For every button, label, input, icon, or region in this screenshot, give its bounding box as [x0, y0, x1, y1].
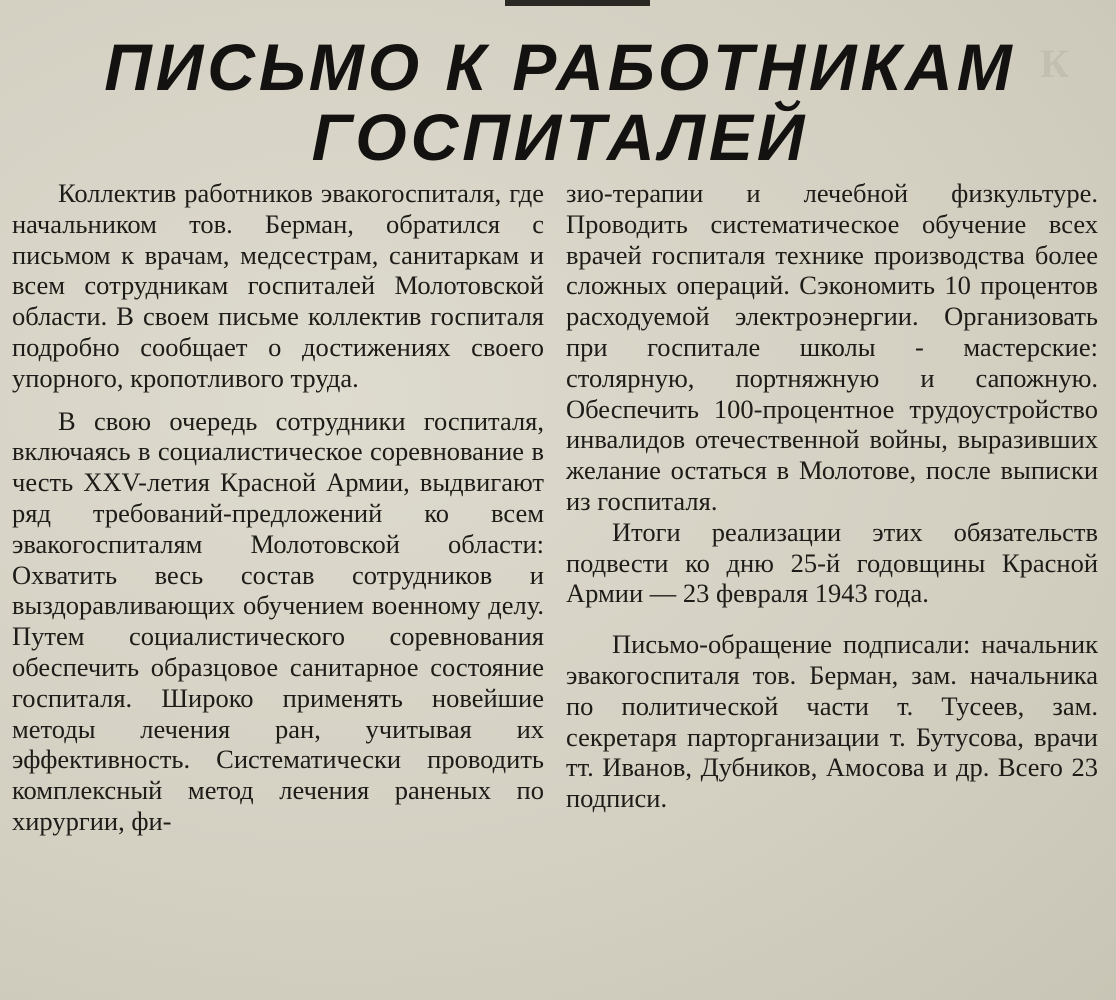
- top-rule: [505, 0, 650, 6]
- paragraph: В свою очередь сотрудники госпиталя, включаясь в социалистическое соревнование в честь XXV-летия Красной Армии, выдвигают ряд требований-предложений ко всем эвакогоспиталям Молотовской области: Охватить весь состав сотрудников и выздоравливающих обучением военному делу. Путем социалистического соревнования обеспечить образцовое санитарное состояние госпиталя. Широко применять новейшие методы лечения ран, учитывая их эффективность. Систематически проводить комплексный метод лечения раненых по хирургии, фи-: [12, 405, 544, 836]
- paragraph: Коллектив работников эвакогоспиталя, где начальником тов. Берман, обратился с письмом к врачам, медсестрам, санитаркам и всем сотрудникам госпиталей Молотовской области. В своем письме коллектив госпиталя подробно сообщает о достижениях своего упорного, кропотливого труда.: [12, 178, 544, 393]
- headline-line-2: ГОСПИТАЛЕЙ: [311, 100, 809, 174]
- paragraph: зио-терапии и лечебной физкультуре. Проводить систематическое обучение всех врачей госпиталя технике производства более сложных операций. Сэкономить 10 процентов расходуемой электроэнергии. Организовать при госпитале школы - мастерские: столярную, портняжную и сапожную. Обеспечить 100-процентное трудоустройство инвалидов отечественной войны, выразивших желание остаться в Молотове, после выписки из госпиталя.: [566, 178, 1098, 516]
- paragraph: Письмо-обращение подписали: начальник эвакогоспиталя тов. Берман, зам. начальника по политической части т. Тусеев, зам. секретаря парторганизации т. Бутусова, врачи тт. Иванов, Дубников, Амосова и др. Всего 23 подписи.: [566, 629, 1098, 814]
- right-column: [566, 178, 1098, 814]
- paragraph: Итоги реализации этих обязательств подвести ко дню 25-й годовщины Красной Армии — 23 февраля 1943 года.: [566, 516, 1098, 609]
- left-column: [12, 178, 544, 837]
- bleed-through-text: К: [1040, 41, 1070, 86]
- headline-line-1: ПИСЬМО К РАБОТНИКАМ: [104, 30, 1016, 104]
